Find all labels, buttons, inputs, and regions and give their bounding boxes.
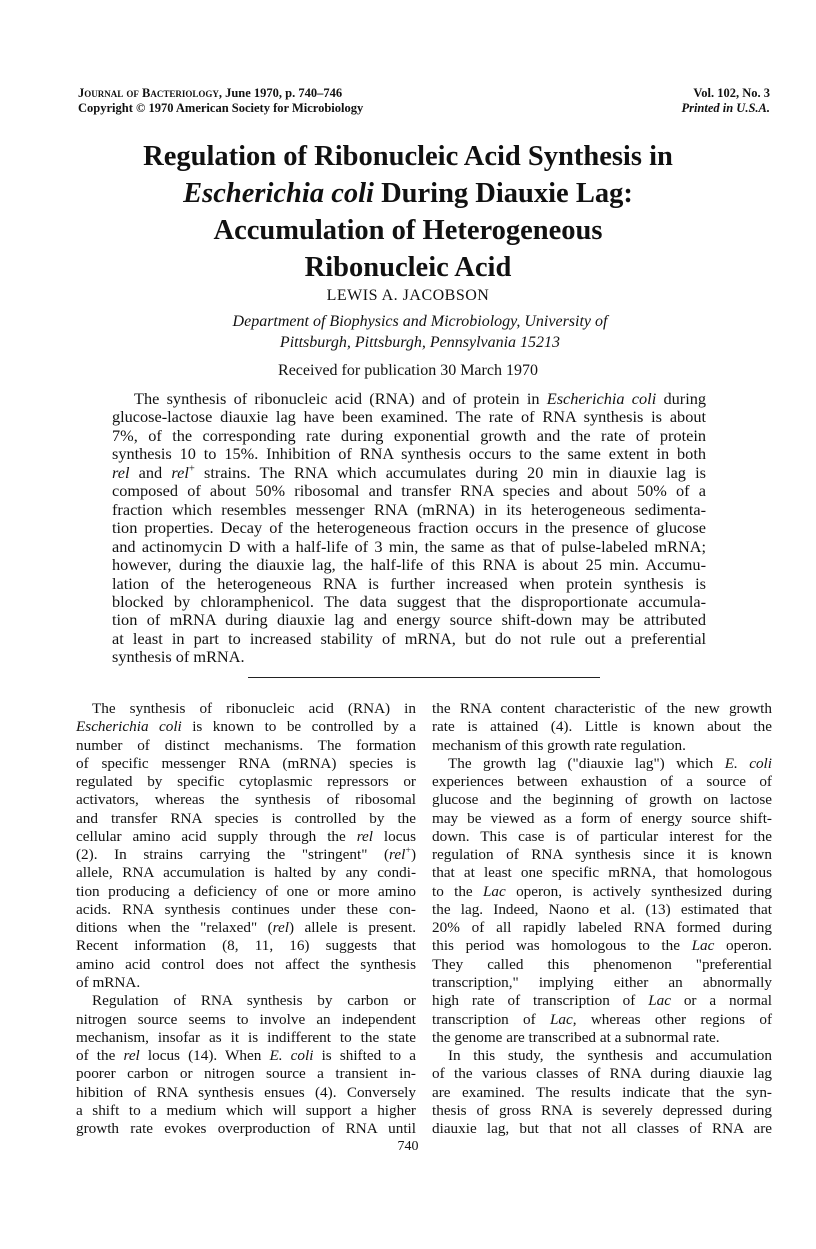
text-line: Recent information (8, 11, 16) suggests that	[76, 937, 416, 955]
journal-citation: Journal of Bacteriology, June 1970, p. 740–746	[78, 86, 343, 100]
text-line: of the various classes of RNA during diauxie lag	[432, 1065, 772, 1083]
printed-line: Printed in U.S.A.	[681, 101, 770, 115]
text-line: regulated by specific cytoplasmic repressors or	[76, 773, 416, 791]
text-line: regulation of RNA synthesis since it is known	[432, 846, 772, 864]
text-line: Pittsburgh, Pittsburgh, Pennsylvania 15213	[279, 334, 561, 351]
text-line: a shift to a medium which will support a higher	[76, 1101, 416, 1119]
text-line: (2). In strains carrying the "stringent" (rel+)	[76, 845, 416, 864]
copyright-line: Copyright © 1970 American Society for Microbiology	[78, 101, 364, 115]
text-line: may be viewed as a form of energy source shift-	[432, 809, 772, 827]
text-line: tion properties. Decay of the heterogeneous fraction occurs in the presence of glucose	[112, 518, 706, 538]
paragraph	[76, 992, 416, 1138]
text-line: at least in part to increased stability of mRNA, but do not rule out a preferential	[112, 628, 706, 648]
text-line: tion of mRNA during diauxie lag and energy source shift-down may be attributed	[112, 610, 706, 630]
volume-line: Vol. 102, No. 3	[693, 86, 770, 100]
text-line: the lag. Indeed, Naono et al. (13) estimated that	[432, 900, 772, 918]
page-number: 740	[397, 1139, 419, 1154]
text-line: acids. RNA synthesis continues under these con-	[76, 900, 416, 918]
author-affiliation	[100, 311, 740, 353]
abstract	[112, 390, 706, 667]
section-divider	[248, 677, 600, 678]
text-line: hibition of RNA synthesis ensues (4). Conversely	[76, 1083, 416, 1101]
running-header-left	[78, 86, 363, 116]
running-header-right	[681, 86, 770, 116]
text-line: down. This case is of particular interest for the	[432, 827, 772, 845]
text-line: however, during the diauxie lag, the half-life of this RNA is about 25 min. Accumu-	[112, 555, 706, 575]
text-line: The synthesis of ribonucleic acid (RNA) and of protein in Escherichia coli during	[134, 389, 707, 408]
text-line: number of distinct mechanisms. The formation	[76, 736, 416, 754]
text-line: The synthesis of ribonucleic acid (RNA) in	[92, 700, 416, 717]
text-line: Ribonucleic Acid	[304, 252, 512, 283]
text-line: fraction which resembles messenger RNA (mRNA) in its heterogeneous sedimenta-	[112, 499, 706, 519]
article-title	[60, 138, 756, 286]
text-line: nitrogen source seems to involve an independent	[76, 1010, 416, 1028]
author-name: LEWIS A. JACOBSON	[326, 287, 490, 304]
text-line: experiences between exhaustion of a source of	[432, 773, 772, 791]
text-line: The growth lag ("diauxie lag") which E. coli	[448, 754, 772, 772]
paragraph	[432, 700, 772, 755]
text-line: and actinomycin D with a half-life of 3 min, the same as that of pulse-labeled mRNA;	[112, 536, 706, 556]
text-line: tion producing a deficiency of one or more amino	[76, 882, 416, 900]
text-line: to the Lac operon, is actively synthesized during	[432, 882, 772, 900]
text-line: ditions when the "relaxed" (rel) allele is present.	[76, 919, 416, 937]
paragraph	[432, 755, 772, 1047]
received-date: Received for publication 30 March 1970	[278, 362, 538, 379]
text-line: transcription of Lac, whereas other regions of	[432, 1010, 772, 1028]
text-line: allele, RNA accumulation is halted by any condi-	[76, 864, 416, 882]
text-line: 7%, of the corresponding rate during exponential growth and the rate of protein	[112, 425, 706, 445]
paragraph	[112, 390, 706, 667]
text-line: cellular amino acid supply through the rel locus	[76, 827, 416, 845]
text-line: mechanism of this growth rate regulation.	[432, 736, 686, 754]
text-line: Escherichia coli is known to be controlled by a	[76, 718, 416, 736]
text-line: glucose-lactose diauxie lag have been examined. The rate of RNA synthesis is about	[112, 407, 706, 427]
text-line: synthesis of mRNA.	[112, 647, 245, 667]
text-line: 20% of all rapidly labeled RNA formed during	[432, 919, 772, 937]
text-line: lation of the heterogeneous RNA is further increased when protein synthesis is	[112, 573, 706, 593]
text-line: growth rate evokes overproduction of RNA until	[76, 1120, 416, 1138]
text-line: Department of Biophysics and Microbiology, University of	[232, 313, 608, 330]
text-line: mechanism, insofar as it is indifferent to the state	[76, 1028, 416, 1046]
text-line: that at least one specific mRNA, that homologous	[432, 864, 772, 882]
text-line: They called this phenomenon "preferential	[432, 955, 772, 973]
text-line: rel and rel+ strains. The RNA which accumulates during 20 min in diauxie lag is	[112, 462, 706, 482]
text-line: synthesis 10 to 15%. Inhibition of RNA synthesis occurs to the same extent in both	[112, 444, 706, 464]
text-line: this period was homologous to the Lac operon.	[432, 937, 772, 955]
text-line: of mRNA.	[76, 973, 141, 991]
text-line: transcription," implying either an abnormally	[432, 973, 772, 991]
text-line: of specific messenger RNA (mRNA) species is	[76, 754, 416, 772]
text-line: the genome are transcribed at a subnormal rate.	[432, 1028, 720, 1046]
text-line: and transfer RNA species is controlled by the	[76, 809, 416, 827]
text-line: are examined. The results indicate that the syn-	[432, 1083, 772, 1101]
text-line: amino acid control does not affect the synthesis	[76, 955, 416, 973]
text-line: In this study, the synthesis and accumulation	[448, 1047, 772, 1065]
text-line: Accumulation of Heterogeneous	[213, 215, 603, 246]
text-line: glucose and the beginning of growth on lactose	[432, 791, 772, 809]
text-line: activators, whereas the synthesis of ribosomal	[76, 791, 416, 809]
body-column-right	[432, 700, 772, 1138]
paragraph	[76, 700, 416, 992]
text-line: the RNA content characteristic of the new growth	[432, 700, 772, 717]
text-line: Regulation of RNA synthesis by carbon or	[92, 992, 416, 1010]
text-line: of the rel locus (14). When E. coli is shifted to a	[76, 1047, 416, 1065]
body-column-left	[76, 700, 416, 1138]
text-line: composed of about 50% ribosomal and transfer RNA species and about 50% of a	[112, 481, 706, 501]
text-line: Escherichia coli During Diauxie Lag:	[183, 178, 633, 209]
text-line: diauxie lag, but that not all classes of RNA are	[432, 1120, 772, 1138]
text-line: thesis of gross RNA is severely depressed during	[432, 1101, 772, 1119]
text-line: blocked by chloramphenicol. The data suggest that the disproportionate accumula-	[112, 591, 706, 611]
text-line: Regulation of Ribonucleic Acid Synthesis in	[143, 141, 673, 172]
text-line: rate is attained (4). Little is known about the	[432, 718, 772, 736]
text-line: high rate of transcription of Lac or a normal	[432, 992, 772, 1010]
paragraph	[432, 1047, 772, 1138]
text-line: poorer carbon or nitrogen source a transient in-	[76, 1065, 416, 1083]
